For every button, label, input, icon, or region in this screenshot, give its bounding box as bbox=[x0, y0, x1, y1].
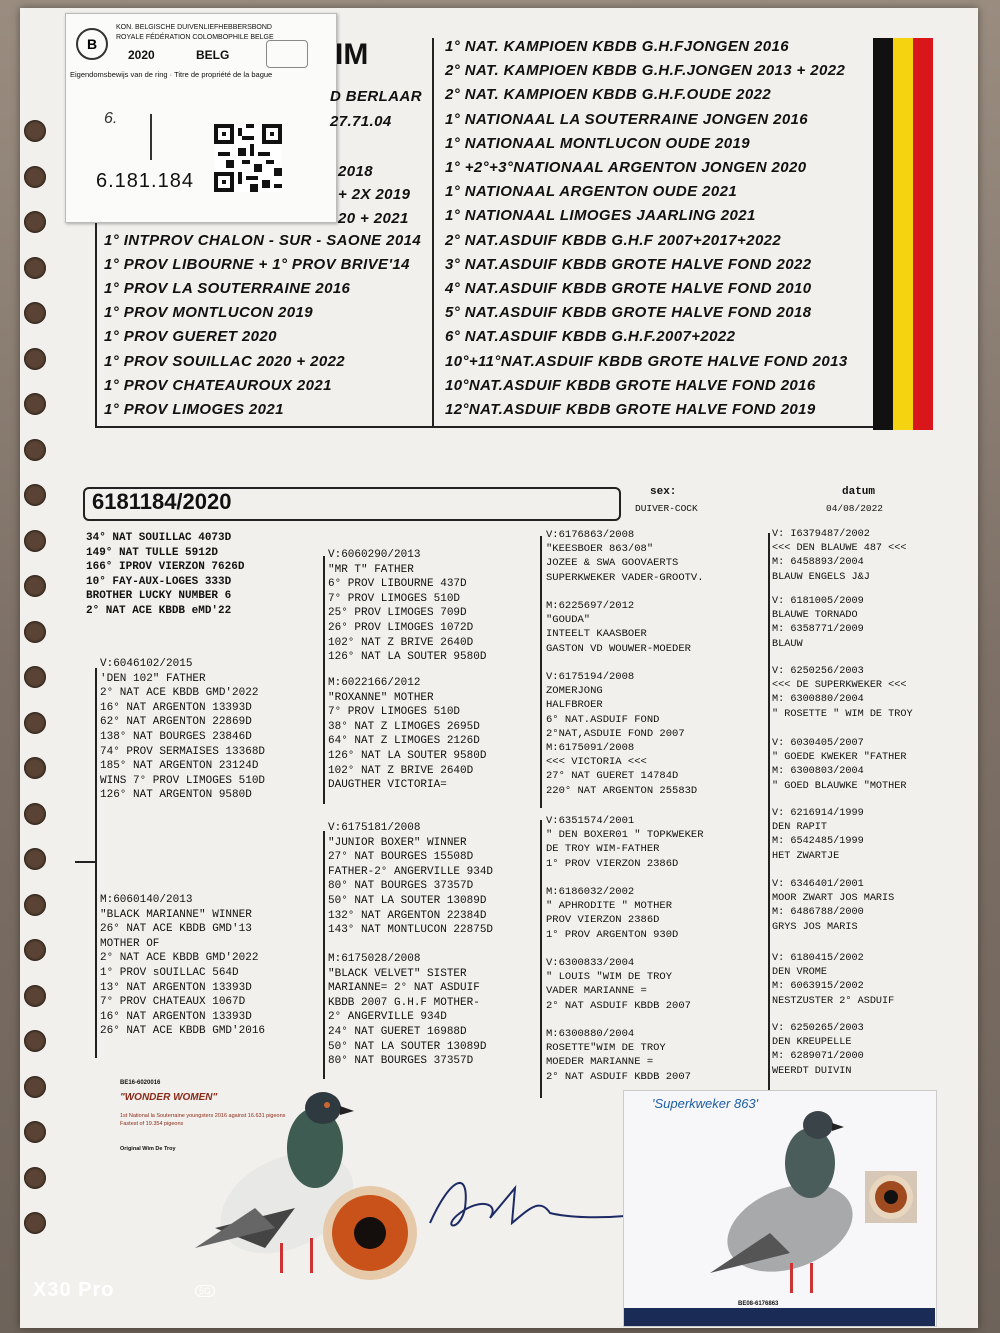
binder-hole bbox=[24, 393, 46, 415]
great-grandparent-line: 220° NAT ARGENTON 25583D bbox=[546, 784, 698, 797]
father-line: WINS 7° PROV LIMOGES 510D bbox=[100, 774, 266, 787]
great-grandparent-line: JOZEE & SWA GOOVAERTS bbox=[546, 557, 679, 570]
qr-code bbox=[214, 124, 282, 192]
mother-line: 16° NAT ARGENTON 13393D bbox=[100, 1010, 252, 1023]
result-right-item: 2° NAT.ASDUIF KBDB G.H.F 2007+2017+2022 bbox=[445, 231, 782, 249]
binder-hole bbox=[24, 894, 46, 916]
result-right-item: 1° NATIONAAL ARGENTON OUDE 2021 bbox=[445, 183, 738, 201]
great-great-grandparent-line: M: 6358771/2009 bbox=[772, 624, 864, 636]
maternal-grandfather-line: 132° NAT ARGENTON 22384D bbox=[328, 909, 487, 922]
great-grandparent-line: " LOUIS "WIM DE TROY bbox=[546, 971, 673, 984]
great-grandparent-line: MOEDER MARIANNE = bbox=[546, 1056, 654, 1069]
mother-line: 26° NAT ACE KBDB GMD'13 bbox=[100, 923, 252, 936]
paternal-grandfather-line: 6° PROV LIBOURNE 437D bbox=[328, 578, 467, 591]
result-left-item: 1° PROV CHATEAUROUX 2021 bbox=[104, 376, 332, 394]
flag-stripe-yellow bbox=[893, 38, 913, 430]
ring-number: 6.181.184 bbox=[96, 170, 194, 192]
great-great-grandparent-block bbox=[772, 1022, 864, 1079]
maternal-grandmother-line: "BLACK VELVET" SISTER bbox=[328, 967, 467, 980]
result-right-item: 2° NAT. KAMPIOEN KBDB G.H.F.OUDE 2022 bbox=[445, 86, 772, 104]
pedigree-ring: 6181184/2020 bbox=[92, 489, 232, 514]
document-sheet bbox=[20, 8, 978, 1328]
result-right-item: 1° +2°+3°NATIONAAL ARGENTON JONGEN 2020 bbox=[445, 159, 807, 176]
great-great-grandparent-line: " GOEDE KWEKER "FATHER bbox=[772, 752, 907, 764]
result-right-item: 3° NAT.ASDUIF KBDB GROTE HALVE FOND 2022 bbox=[445, 255, 812, 273]
great-grandparent-block bbox=[546, 599, 691, 656]
father-line: 16° NAT ARGENTON 13393D bbox=[100, 701, 252, 714]
paternal-grandfather-line: V:6060290/2013 bbox=[328, 549, 421, 561]
paternal-grandmother-line: DAUGTHER VICTORIA= bbox=[328, 779, 447, 792]
paternal-grandfather-line: 126° NAT LA SOUTER 9580D bbox=[328, 651, 487, 664]
great-grandparent-line: 2°NAT,ASDUIE FOND 2007 bbox=[546, 727, 685, 740]
result-left-item: 1° PROV LIBOURNE + 1° PROV BRIVE'14 bbox=[104, 256, 410, 274]
paternal-grandmother-line: "ROXANNE" MOTHER bbox=[328, 691, 434, 704]
great-grandparent-line: <<< VICTORIA <<< bbox=[546, 756, 647, 769]
binder-hole bbox=[24, 302, 46, 324]
father-line: 74° PROV SERMAISES 13368D bbox=[100, 745, 266, 758]
result-left-item: 1° PROV LIMOGES 2021 bbox=[104, 400, 284, 418]
result-right-item: 2° NAT. KAMPIOEN KBDB G.H.F.JONGEN 2013 + 2022 bbox=[445, 62, 846, 80]
subject-result-line: 34° NAT SOUILLAC 4073D bbox=[86, 532, 232, 544]
paternal-grandfather-line: 26° PROV LIMOGES 1072D bbox=[328, 621, 474, 634]
great-great-grandparent-line: " ROSETTE " WIM DE TROY bbox=[772, 708, 913, 720]
maternal-grandfather-line: FATHER-2° ANGERVILLE 934D bbox=[328, 865, 494, 878]
pigeon-eye-left bbox=[320, 1183, 420, 1283]
great-great-grandparent-line: HET ZWARTJE bbox=[772, 850, 840, 862]
great-grandparent-block bbox=[546, 885, 678, 942]
right-photo-code: BE08-6176863 bbox=[738, 1301, 779, 1307]
father-line: 62° NAT ARGENTON 22869D bbox=[100, 716, 252, 729]
kbdb-logo: B bbox=[76, 28, 108, 60]
mother-line: 7° PROV CHATEAUX 1067D bbox=[100, 996, 246, 1009]
maternal-grandfather-line: V:6175181/2008 bbox=[328, 822, 421, 834]
left-photo-title: "WONDER WOMEN" bbox=[120, 1092, 218, 1103]
subject-result-line: 166° IPROV VIERZON 7626D bbox=[86, 561, 245, 574]
connector-g4 bbox=[768, 533, 770, 1093]
binder-hole bbox=[24, 985, 46, 1007]
binder-hole bbox=[24, 120, 46, 142]
great-great-grandparent-line: V: 6180415/2002 bbox=[772, 953, 864, 964]
date-label: datum bbox=[842, 486, 876, 498]
binder-hole bbox=[24, 1121, 46, 1143]
header-result-fragment-1: 2018 bbox=[338, 163, 373, 180]
great-grandparent-line: 2° NAT ASDUIF KBDB 2007 bbox=[546, 999, 691, 1012]
great-grandparent-line: VADER MARIANNE = bbox=[546, 985, 647, 998]
handwritten-mark: 6. bbox=[104, 110, 118, 127]
great-great-grandparent-block bbox=[772, 807, 864, 864]
great-grandparent-line: PROV VIERZON 2386D bbox=[546, 914, 660, 927]
maternal-grandfather-line: 50° NAT LA SOUTER 13089D bbox=[328, 894, 487, 907]
binder-hole bbox=[24, 484, 46, 506]
great-great-grandparent-line: DEN RAPIT bbox=[772, 822, 828, 834]
breeder-phone-fragment: 27.71.04 bbox=[330, 113, 392, 130]
great-grandparent-line: V:6300833/2004 bbox=[546, 957, 635, 969]
great-grandparent-line: INTEELT KAASBOER bbox=[546, 628, 647, 641]
connector-parents bbox=[95, 668, 97, 1058]
sex-label: sex: bbox=[650, 486, 677, 498]
great-grandparent-line: 1° PROV VIERZON 2386D bbox=[546, 857, 679, 870]
great-great-grandparent-block bbox=[772, 528, 907, 585]
maternal-grandmother-line: 50° NAT LA SOUTER 13089D bbox=[328, 1040, 487, 1053]
result-left-item: 1° PROV SOUILLAC 2020 + 2022 bbox=[104, 352, 346, 370]
binder-hole bbox=[24, 939, 46, 961]
great-grandparent-line: M:6225697/2012 bbox=[546, 600, 635, 612]
left-photo-line3: Original Wim De Troy bbox=[120, 1146, 176, 1152]
paternal-grandfather-line: "MR T" FATHER bbox=[328, 563, 414, 576]
great-great-grandparent-line: V: 6216914/1999 bbox=[772, 808, 864, 819]
great-grandparent-line: V:6351574/2001 bbox=[546, 815, 635, 827]
great-grandparent-line: DE TROY WIM-FATHER bbox=[546, 843, 660, 856]
maternal-grandmother-line: M:6175028/2008 bbox=[328, 953, 421, 965]
mother-line: 13° NAT ARGENTON 13393D bbox=[100, 981, 252, 994]
maternal-grandfather-line: 143° NAT MONTLUCON 22875D bbox=[328, 924, 494, 937]
great-great-grandparent-line: MOOR ZWART JOS MARIS bbox=[772, 893, 895, 905]
father-line: 'DEN 102" FATHER bbox=[100, 672, 206, 685]
great-great-grandparent-block bbox=[772, 595, 864, 652]
camera-watermark: X30 Pro bbox=[33, 1279, 115, 1301]
fci-logo bbox=[266, 40, 308, 68]
great-grandparent-block bbox=[546, 956, 691, 1013]
paternal-grandmother-line: M:6022166/2012 bbox=[328, 677, 421, 689]
result-right-item: 10°NAT.ASDUIF KBDB GROTE HALVE FOND 2016 bbox=[445, 376, 816, 394]
great-grandparent-line: "GOUDA" bbox=[546, 614, 591, 627]
maternal-grandmother-line: KBDB 2007 G.H.F MOTHER- bbox=[328, 996, 480, 1009]
date-value: 04/08/2022 bbox=[826, 503, 884, 514]
maternal-grandmother-line: 24° NAT GUERET 16988D bbox=[328, 1025, 467, 1038]
mother-line: M:6060140/2013 bbox=[100, 894, 193, 906]
great-grandparent-line: 2° NAT ASDUIF KBDB 2007 bbox=[546, 1070, 691, 1083]
great-grandparent-line: ZOMERJONG bbox=[546, 685, 603, 698]
binder-hole bbox=[24, 1076, 46, 1098]
pigeon-right-image bbox=[700, 1103, 870, 1303]
header-center-divider bbox=[432, 38, 434, 428]
binder-hole bbox=[24, 803, 46, 825]
maternal-grandmother-line: MARIANNE= 2° NAT ASDUIF bbox=[328, 982, 480, 995]
great-grandparent-line: 27° NAT GUERET 14784D bbox=[546, 770, 679, 783]
great-grandparent-line: " DEN BOXER01 " TOPKWEKER bbox=[546, 829, 704, 842]
org-line1: KON. BELGISCHE DUIVENLIEFHEBBERSBOND bbox=[116, 24, 272, 31]
org-line2: ROYALE FÉDÉRATION COLOMBOPHILE BELGE bbox=[116, 34, 274, 41]
father-line: 2° NAT ACE KBDB GMD'2022 bbox=[100, 687, 259, 700]
result-right-item: 6° NAT.ASDUIF KBDB G.H.F.2007+2022 bbox=[445, 328, 736, 346]
great-grandparent-line: "KEESBOER 863/08" bbox=[546, 543, 654, 556]
right-photo-title: 'Superkweker 863' bbox=[652, 1096, 759, 1111]
breeder-place-fragment: D BERLAAR bbox=[330, 88, 422, 105]
binder-hole bbox=[24, 757, 46, 779]
subject-results bbox=[86, 531, 244, 619]
maternal-grandmother-block bbox=[328, 952, 486, 1069]
great-great-grandparent-line: M: 6458893/2004 bbox=[772, 557, 864, 569]
ring-country: BELG bbox=[196, 48, 230, 62]
great-great-grandparent-line: DEN KREUPELLE bbox=[772, 1037, 852, 1049]
maternal-grandfather-line: 27° NAT BOURGES 15508D bbox=[328, 851, 474, 864]
result-right-item: 5° NAT.ASDUIF KBDB GROTE HALVE FOND 2018 bbox=[445, 304, 812, 322]
great-great-grandparent-line: BLAUW bbox=[772, 638, 803, 650]
paternal-grandfather-line: 102° NAT Z BRIVE 2640D bbox=[328, 636, 474, 649]
great-grandparent-line: V:6175194/2008 bbox=[546, 671, 635, 683]
signature bbox=[420, 1168, 630, 1238]
great-great-grandparent-line: M: 6063915/2002 bbox=[772, 981, 864, 993]
great-great-grandparent-line: DEN VROME bbox=[772, 967, 828, 979]
subject-result-line: 2° NAT ACE KBDB eMD'22 bbox=[86, 604, 232, 617]
binder-hole bbox=[24, 530, 46, 552]
connector-g3-bottom bbox=[540, 820, 542, 1098]
maternal-grandmother-line: 80° NAT BOURGES 37357D bbox=[328, 1055, 474, 1068]
left-photo-line2: Fastest of 19.354 pigeons bbox=[120, 1121, 184, 1127]
connector-father-line bbox=[323, 556, 325, 804]
great-grandparent-line: ROSETTE"WIM DE TROY bbox=[546, 1042, 666, 1055]
great-great-grandparent-line: BLAUW ENGELS J&J bbox=[772, 571, 870, 583]
result-left-item: 1° PROV MONTLUCON 2019 bbox=[104, 304, 314, 322]
great-great-grandparent-line: M: 6289071/2000 bbox=[772, 1051, 864, 1063]
header-left-border bbox=[95, 223, 97, 428]
great-grandparent-line: 1° PROV ARGENTON 930D bbox=[546, 928, 679, 941]
great-great-grandparent-line: BLAUWE TORNADO bbox=[772, 610, 858, 622]
binder-hole bbox=[24, 621, 46, 643]
great-grandparent-line: 6° NAT.ASDUIF FOND bbox=[546, 713, 660, 726]
great-great-grandparent-block bbox=[772, 737, 907, 794]
great-great-grandparent-line: M: 6486788/2000 bbox=[772, 907, 864, 919]
binder-hole bbox=[24, 712, 46, 734]
binder-hole bbox=[24, 1167, 46, 1189]
mother-line: MOTHER OF bbox=[100, 937, 160, 950]
connector-subject bbox=[75, 861, 95, 863]
great-grandparent-line: GASTON VD WOUWER-MOEDER bbox=[546, 642, 691, 655]
result-right-item: 1° NAT. KAMPIOEN KBDB G.H.FJONGEN 2016 bbox=[445, 38, 790, 55]
mother-line: 2° NAT ACE KBDB GMD'2022 bbox=[100, 952, 259, 965]
great-great-grandparent-line: V: 6250265/2003 bbox=[772, 1023, 864, 1034]
great-great-grandparent-block bbox=[772, 665, 913, 722]
maternal-grandfather-line: 80° NAT BOURGES 37357D bbox=[328, 880, 474, 893]
result-right-item: 10°+11°NAT.ASDUIF KBDB GROTE HALVE FOND 2013 bbox=[445, 352, 848, 370]
result-left-item: 1° INTPROV CHALON - SUR - SAONE 2014 bbox=[104, 232, 422, 249]
great-grandparent-block bbox=[546, 670, 685, 741]
connector-mother-line bbox=[323, 831, 325, 1079]
binder-hole bbox=[24, 211, 46, 233]
great-great-grandparent-line: V: 6346401/2001 bbox=[772, 879, 864, 890]
result-right-item: 4° NAT.ASDUIF KBDB GROTE HALVE FOND 2010 bbox=[445, 280, 812, 297]
pen-stroke bbox=[150, 114, 152, 160]
mother-line: "BLACK MARIANNE" WINNER bbox=[100, 908, 252, 921]
great-grandparent-block bbox=[546, 1027, 691, 1084]
great-grandparent-line: SUPERKWEKER VADER-GROOTV. bbox=[546, 571, 704, 584]
result-right-item: 12°NAT.ASDUIF KBDB GROTE HALVE FOND 2019 bbox=[445, 401, 816, 418]
flag-stripe-black bbox=[873, 38, 893, 430]
maternal-grandfather-line: "JUNIOR BOXER" WINNER bbox=[328, 836, 467, 849]
flag-stripe-red bbox=[913, 38, 933, 430]
great-great-grandparent-block bbox=[772, 878, 894, 935]
father-line: V:6046102/2015 bbox=[100, 658, 193, 670]
great-grandparent-block bbox=[546, 814, 704, 871]
great-great-grandparent-line: V: 6030405/2007 bbox=[772, 738, 864, 749]
right-photo-footer-bar bbox=[624, 1308, 935, 1326]
great-grandparent-line: HALFBROER bbox=[546, 699, 603, 712]
subject-result-line: BROTHER LUCKY NUMBER 6 bbox=[86, 590, 232, 603]
great-great-grandparent-line: GRYS JOS MARIS bbox=[772, 921, 858, 933]
great-great-grandparent-block bbox=[772, 952, 894, 1009]
header-result-fragment-3: 20 + 2021 bbox=[338, 210, 409, 227]
ownership-subtitle: Eigendomsbewijs van de ring · Titre de propriété de la bague bbox=[70, 70, 273, 79]
binder-hole bbox=[24, 666, 46, 688]
paternal-grandmother-line: 64° NAT Z LIMOGES 2126D bbox=[328, 735, 480, 748]
result-right-item: 1° NATIONAAL LA SOUTERRAINE JONGEN 2016 bbox=[445, 110, 809, 128]
great-great-grandparent-line: <<< DE SUPERKWEKER <<< bbox=[772, 680, 907, 692]
binder-hole bbox=[24, 257, 46, 279]
great-great-grandparent-line: M: 6300880/2004 bbox=[772, 694, 864, 706]
header-result-fragment-2: + 2X 2019 bbox=[338, 186, 411, 203]
great-great-grandparent-line: V: I6379487/2002 bbox=[772, 529, 870, 540]
binder-hole bbox=[24, 166, 46, 188]
father-line: 185° NAT ARGENTON 23124D bbox=[100, 760, 259, 773]
left-photo-code: BE16-6020016 bbox=[120, 1080, 161, 1086]
ring-card bbox=[65, 13, 337, 223]
mother-block bbox=[100, 893, 265, 1039]
mother-line: 1° PROV sOUILLAC 564D bbox=[100, 966, 239, 979]
connector-g3-top bbox=[540, 536, 542, 808]
paternal-grandmother-line: 7° PROV LIMOGES 510D bbox=[328, 706, 461, 719]
binder-hole bbox=[24, 575, 46, 597]
result-right-item: 1° NATIONAAL MONTLUCON OUDE 2019 bbox=[445, 134, 750, 152]
result-left-item: 1° PROV GUERET 2020 bbox=[104, 328, 277, 346]
great-great-grandparent-line: NESTZUSTER 2° ASDUIF bbox=[772, 995, 895, 1007]
father-block bbox=[100, 657, 265, 803]
great-grandparent-line: M:6175091/2008 bbox=[546, 742, 635, 754]
great-great-grandparent-line: M: 6542485/1999 bbox=[772, 836, 864, 848]
sex-value: DUIVER-COCK bbox=[635, 503, 698, 514]
great-great-grandparent-line: M: 6300803/2004 bbox=[772, 766, 864, 778]
father-line: 126° NAT ARGENTON 9580D bbox=[100, 789, 252, 802]
header-bottom-border bbox=[95, 426, 883, 428]
ring-year: 2020 bbox=[128, 48, 155, 62]
great-grandparent-line: V:6176863/2008 bbox=[546, 529, 635, 541]
paternal-grandmother-line: 102° NAT Z BRIVE 2640D bbox=[328, 764, 474, 777]
great-great-grandparent-line: WEERDT DUIVIN bbox=[772, 1065, 852, 1077]
paternal-grandmother-line: 38° NAT Z LIMOGES 2695D bbox=[328, 720, 480, 733]
pigeon-eye-right bbox=[865, 1171, 917, 1223]
mother-line: 26° NAT ACE KBDB GMD'2016 bbox=[100, 1025, 266, 1038]
subject-result-line: 10° FAY-AUX-LOGES 333D bbox=[86, 575, 232, 588]
great-grandparent-line: M:6186032/2002 bbox=[546, 886, 635, 898]
great-great-grandparent-line: V: 6181005/2009 bbox=[772, 596, 864, 607]
paternal-grandmother-line: 126° NAT LA SOUTER 9580D bbox=[328, 749, 487, 762]
great-great-grandparent-line: " GOED BLAUWKE "MOTHER bbox=[772, 780, 907, 792]
left-photo-line1: 1st National la Souterraine youngsters 2016 against 16.631 pigeons bbox=[120, 1113, 286, 1119]
great-grandparent-line: M:6300880/2004 bbox=[546, 1028, 635, 1040]
binder-hole bbox=[24, 848, 46, 870]
paternal-grandmother-block bbox=[328, 676, 486, 793]
great-grandparent-block bbox=[546, 741, 697, 798]
great-grandparent-line: " APHRODITE " MOTHER bbox=[546, 900, 673, 913]
father-line: 138° NAT BOURGES 23846D bbox=[100, 730, 252, 743]
maternal-grandmother-line: 2° ANGERVILLE 934D bbox=[328, 1011, 447, 1024]
paternal-grandfather-line: 25° PROV LIMOGES 709D bbox=[328, 607, 467, 620]
maternal-grandfather-block bbox=[328, 821, 493, 938]
result-right-item: 1° NATIONAAL LIMOGES JAARLING 2021 bbox=[445, 207, 756, 225]
great-great-grandparent-line: <<< DEN BLAUWE 487 <<< bbox=[772, 543, 907, 555]
binder-hole bbox=[24, 348, 46, 370]
binder-hole bbox=[24, 1030, 46, 1052]
camera-5g-badge: 5G bbox=[195, 1285, 215, 1297]
great-great-grandparent-line: V: 6250256/2003 bbox=[772, 666, 864, 677]
binder-hole bbox=[24, 439, 46, 461]
result-left-item: 1° PROV LA SOUTERRAINE 2016 bbox=[104, 280, 351, 298]
binder-hole bbox=[24, 1212, 46, 1234]
subject-result-line: 149° NAT TULLE 5912D bbox=[86, 546, 219, 559]
paternal-grandfather-line: 7° PROV LIMOGES 510D bbox=[328, 592, 461, 605]
breeder-title-fragment: IM bbox=[335, 38, 369, 71]
paternal-grandfather-block bbox=[328, 548, 486, 665]
great-grandparent-block bbox=[546, 528, 704, 585]
